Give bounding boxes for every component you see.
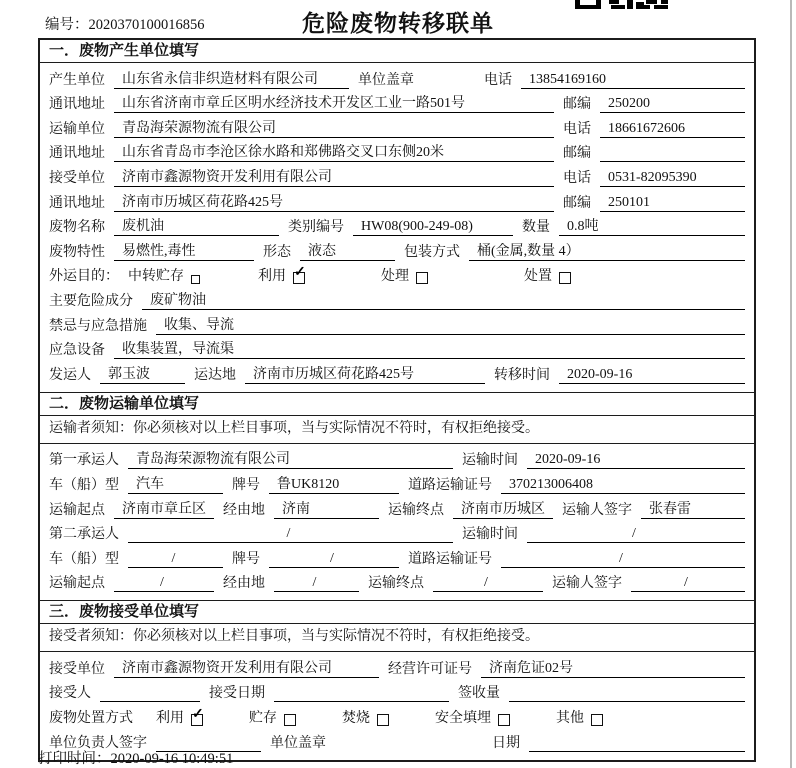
purpose-transfer-storage-checkbox-label: 中转贮存 [128,269,184,285]
transporter-address-label: 通讯地址 [49,146,105,162]
print-time-label: 打印时间： [38,751,111,767]
spacer [398,726,426,727]
form-row [40,362,754,387]
form-row [40,705,754,730]
receiving-date-label: 接受日期 [209,686,265,702]
generator-zip-label: 邮编 [563,97,591,113]
generator-address-value: 山东省济南市章丘区明水经济技术开发区工业一路501号 [114,95,554,113]
second-origin-label: 运输起点 [49,576,105,592]
waste-packaging-label: 包装方式 [404,244,460,260]
second-vehicle-type-label: 车（船）型 [49,551,119,567]
check-mark-icon: ✓ [192,707,204,723]
disposal-utilize-checkbox-label: 利用 [156,711,184,727]
responsible-signature-label: 单位负责人签字 [49,735,147,751]
waste-name-label: 废物名称 [49,220,105,236]
waste-characteristics-label: 废物特性 [49,244,105,260]
consignor-label: 发运人 [49,367,91,383]
waste-quantity-value: 0.8吨 [559,218,745,236]
first-carrier-signature-label: 运输人签字 [562,502,632,518]
purpose-treatment-checkbox-group [381,268,428,285]
form-row [40,313,754,338]
first-road-permit-value: 370213006408 [501,476,745,494]
check-mark-icon: ✓ [294,265,306,281]
form-row [40,522,754,547]
consignor-value: 郭玉波 [100,366,185,384]
purpose-utilize-checkbox [293,265,306,284]
waste-characteristics-value: 易燃性,毒性 [114,243,254,261]
first-endpoint-value: 济南市历城区 [453,501,553,519]
form-row [40,497,754,522]
generator-address-label: 通讯地址 [49,97,105,113]
transporter-phone-label: 电话 [563,121,591,137]
second-via-value: / [274,574,359,592]
seal-date-label: 日期 [492,735,520,751]
disposal-other-checkbox [591,714,603,726]
disposal-storage-checkbox-label: 贮存 [249,711,277,727]
receiving-date-value [274,701,449,702]
waste-category-value: HW08(900-249-08) [353,218,513,236]
received-quantity-label: 签收量 [458,686,500,702]
form-row [40,190,754,215]
transfer-date-value: 2020-09-16 [559,366,745,384]
purpose-transfer-storage-checkbox-group [128,268,200,285]
receiver-unit-value: 济南市鑫源物资开发利用有限公司 [114,169,554,187]
transporter-zip-label: 邮编 [563,146,591,162]
spacer [423,88,475,89]
section-3-header: 三．废物接受单位填写 [40,600,754,624]
purpose-utilize-checkbox-label: 利用 [258,269,286,285]
waste-category-label: 类别编号 [288,220,344,236]
destination-label: 运达地 [194,367,236,383]
second-carrier-signature-value: / [631,574,745,592]
form-row [40,264,754,289]
first-via-value: 济南 [274,501,379,519]
form-row [40,338,754,363]
second-via-label: 经由地 [223,576,265,592]
second-carrier-signature-label: 运输人签字 [552,576,622,592]
spacer [212,726,240,727]
form-row [40,67,754,92]
main-hazard-component-value: 废矿物油 [142,292,745,310]
transporter-address-value: 山东省青岛市李沧区徐水路和郑佛路交叉口东侧20米 [114,144,554,162]
emergency-measures-value: 收集、导流 [156,317,745,335]
second-origin-value: / [114,574,214,592]
form-row [40,656,754,681]
form-row [40,141,754,166]
spacer [305,726,333,727]
receiver-address-value: 济南市历城区荷花路425号 [114,194,554,212]
serial-label: 编号： [45,17,89,33]
disposal-storage-checkbox [284,714,296,726]
license-number-label: 经营许可证号 [388,661,472,677]
transfer-date-label: 转移时间 [494,367,550,383]
spacer [437,284,515,285]
first-vehicle-type-value: 汽车 [128,476,223,494]
disposal-landfill-checkbox [498,714,510,726]
purpose-disposal-checkbox [559,272,571,284]
form-row [40,116,754,141]
purpose-utilize-checkbox-group [258,265,306,285]
first-plate-number-value: 鲁UK8120 [269,476,399,494]
spacer [314,284,372,285]
qr-code-fragment [575,0,668,9]
emergency-equipment-label: 应急设备 [49,343,105,359]
received-quantity-value [509,701,745,702]
spacer [142,726,147,727]
second-vehicle-type-value: / [128,550,223,568]
generator-phone-value: 13854169160 [521,71,745,89]
purpose-disposal-checkbox-label: 处置 [524,269,552,285]
second-plate-number-value: / [269,550,399,568]
print-time-line [38,747,233,768]
spacer [335,751,483,752]
purpose-transfer-storage-checkbox [191,275,200,284]
first-carrier-value: 青岛海荣源物流有限公司 [128,451,453,469]
waste-quantity-label: 数量 [522,220,550,236]
emergency-equipment-value: 收集装置，导流渠 [114,341,745,359]
section-1-header: 一．废物产生单位填写 [40,40,754,63]
second-transport-date-value: / [527,525,745,543]
second-endpoint-label: 运输终点 [368,576,424,592]
form-row [40,165,754,190]
form-row [40,239,754,264]
receiving-person-label: 接受人 [49,686,91,702]
receiving-unit-value: 济南市鑫源物资开发利用有限公司 [114,660,379,678]
first-plate-number-label: 牌号 [232,477,260,493]
print-time-value: 2020-09-16 10:49:51 [110,751,234,767]
second-road-permit-label: 道路运输证号 [408,551,492,567]
transporter-unit-value: 青岛海荣源物流有限公司 [114,120,554,138]
main-hazard-component-label: 主要危险成分 [49,293,133,309]
second-carrier-value: / [128,525,453,543]
form-row [40,681,754,706]
disposal-utilize-checkbox [191,707,204,726]
disposal-incineration-checkbox-group [342,710,389,727]
purpose-treatment-checkbox [416,272,428,284]
receiver-notice: 接受者须知：你必须核对以上栏目事项，当与实际情况不符时，有权拒绝接受。 [40,624,754,652]
transporter-zip-value [600,161,745,162]
generator-phone-label: 电话 [484,72,512,88]
receiving-person-value [100,701,200,702]
receiver-address-label: 通讯地址 [49,195,105,211]
generator-unit-label: 产生单位 [49,72,105,88]
disposal-landfill-checkbox-label: 安全填埋 [435,711,491,727]
serial-number: 2020370100016856 [88,17,205,33]
waste-name-value: 废机油 [114,218,279,236]
first-origin-label: 运输起点 [49,502,105,518]
section-2-header: 二．废物运输单位填写 [40,392,754,416]
form-row [40,472,754,497]
first-endpoint-label: 运输终点 [388,502,444,518]
license-number-value: 济南危证02号 [481,660,745,678]
page-title: 危险废物转移联单 [302,11,494,36]
receiver-zip-label: 邮编 [563,195,591,211]
disposal-other-checkbox-label: 其他 [556,711,584,727]
section-receiver [40,600,754,759]
first-road-permit-label: 道路运输证号 [408,477,492,493]
emergency-measures-label: 禁忌与应急措施 [49,318,147,334]
spacer [519,726,547,727]
section-generator [40,40,754,392]
second-plate-number-label: 牌号 [232,551,260,567]
receiver-unit-label: 接受单位 [49,170,105,186]
page-edge-line [790,0,792,768]
receiver-phone-value: 0531-82095390 [600,169,745,187]
first-via-label: 经由地 [223,502,265,518]
destination-value: 济南市历城区荷花路425号 [245,366,485,384]
receiving-unit-label: 接受单位 [49,661,105,677]
transporter-phone-value: 18661672606 [600,120,745,138]
unit-seal-label: 单位盖章 [358,72,414,88]
form-row [40,546,754,571]
second-road-permit-value: / [501,550,745,568]
form-row [40,92,754,117]
disposal-utilize-checkbox-group [156,707,204,727]
first-transport-date-label: 运输时间 [462,453,518,469]
transporter-unit-label: 运输单位 [49,121,105,137]
generator-zip-value: 250200 [600,95,745,113]
disposal-incineration-checkbox [377,714,389,726]
second-endpoint-value: / [433,574,543,592]
first-origin-value: 济南市章丘区 [114,501,214,519]
first-carrier-signature-value: 张春雷 [641,501,745,519]
waste-form-value: 液态 [300,243,395,261]
purpose-disposal-checkbox-group [524,268,571,285]
manifest-form [38,38,756,762]
form-row [40,571,754,596]
purpose-treatment-checkbox-label: 处理 [381,269,409,285]
transfer-purpose-label: 外运目的： [49,269,119,285]
spacer [209,284,249,285]
receiver-seal-label: 单位盖章 [270,735,326,751]
first-transport-date-value: 2020-09-16 [527,451,745,469]
disposal-method-label: 废物处置方式 [49,711,133,727]
disposal-other-checkbox-group [556,710,603,727]
section-transporter [40,392,754,601]
first-vehicle-type-label: 车（船）型 [49,477,119,493]
disposal-landfill-checkbox-group [435,710,510,727]
seal-date-value [529,751,745,752]
receiver-phone-label: 电话 [563,170,591,186]
disposal-incineration-checkbox-label: 焚烧 [342,711,370,727]
receiver-zip-value: 250101 [600,194,745,212]
second-carrier-label: 第二承运人 [49,527,119,543]
generator-unit-value: 山东省永信非织造材料有限公司 [114,71,349,89]
form-row [40,288,754,313]
waste-form-label: 形态 [263,244,291,260]
first-carrier-label: 第一承运人 [49,453,119,469]
waste-packaging-value: 桶(金属,数量 4） [469,243,745,261]
second-transport-date-label: 运输时间 [462,527,518,543]
form-row [40,448,754,473]
form-row [40,215,754,240]
transporter-notice: 运输者须知：你必须核对以上栏目事项，当与实际情况不符时，有权拒绝接受。 [40,416,754,444]
disposal-storage-checkbox-group [249,710,296,727]
